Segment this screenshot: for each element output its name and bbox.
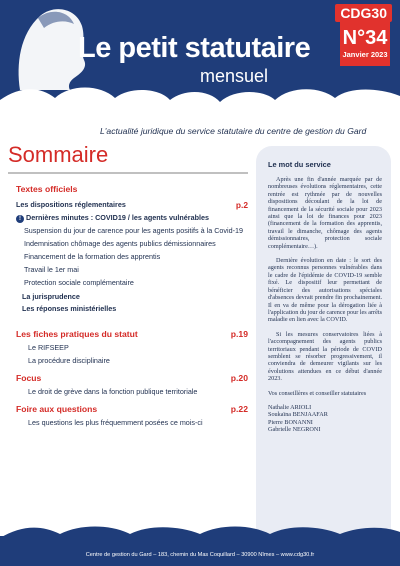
toc-section-heading[interactable]: Textes officiels	[16, 184, 78, 194]
divider	[8, 172, 248, 174]
issue-badge	[340, 22, 390, 66]
toc-item[interactable]: Protection sociale complémentaire	[24, 278, 134, 287]
header-banner	[0, 0, 400, 112]
newsletter-subtitle: mensuel	[200, 66, 269, 86]
table-of-contents	[16, 184, 248, 427]
toc-item[interactable]: Le RIFSEEP	[28, 343, 69, 352]
issue-number: N°34	[342, 27, 388, 49]
toc-item[interactable]: ! Dernières minutes : COVID19 / les agents vulnérables	[16, 213, 248, 223]
org-logo: CDG30	[335, 4, 392, 22]
toc-section-heading[interactable]: Les fiches pratiques du statut p.19	[16, 329, 248, 339]
signatory-name: Pierre BONANNI	[268, 418, 313, 426]
signatory-name: Nathalie ARIOLI	[268, 403, 312, 411]
signatory-name: Soukaïna BENJAAFAR	[268, 411, 328, 419]
signatories	[268, 404, 382, 434]
toc-subheading[interactable]: Les dispositions réglementaires p.2	[16, 200, 248, 210]
signatory-name: Gabrielle NEGRONI	[268, 426, 321, 434]
editorial-paragraph: Dernière évolution en date : le sort des agents reconnus personnes vulnérables dans le cadre de l'épidémie de COVID-19 semble fixé. Le dispositif leur permettant de bénéficier des autorisations spéciales d'absences devrait prendre fin prochainement. Il en va de même pour la dérogation liée à l'application du jour de carence pour les arrêts maladie en lien avec la COVID.	[268, 257, 382, 324]
cloud-wave-decoration	[0, 82, 400, 112]
editorial-paragraph: Après une fin d'année marquée par de nombreuses évolutions réglementaires, cette rentrée est rythmée par de nouvelles dispositions découlant de la loi de financement de la sécurité sociale pour 2023 ainsi que la loi de finances pour 2023 (financement de la formation des apprentis, travail le dimanche, chômage des agents démissionnaires, protection sociale complémentaire…).	[268, 176, 382, 250]
footer-wave-decoration	[0, 522, 400, 538]
toc-section-heading[interactable]: Foire aux questions p.22	[16, 404, 248, 414]
toc-subheading[interactable]: La jurisprudence	[22, 292, 80, 301]
toc-item[interactable]: Financement de la formation des apprentis	[24, 252, 161, 261]
editorial-title: Le mot du service	[268, 160, 331, 169]
info-icon: !	[16, 215, 24, 223]
toc-subheading[interactable]: Les réponses ministérielles	[22, 304, 117, 313]
issue-date: Janvier 2023	[342, 50, 388, 59]
editorial-paragraph: Si les mesures conservatoires liées à l'accompagnement des agents publics territoriaux pendant la période de COVID semblent se résorber progressivement, il conviendra de demeurer vigilants sur les évolutions attendues en ce début d'année 2023.	[268, 330, 382, 383]
editorial-text	[268, 176, 382, 434]
newsletter-title: Le petit statutaire	[78, 32, 311, 64]
sommaire-title: Sommaire	[8, 142, 109, 167]
toc-item[interactable]: Suspension du jour de carence pour les agents positifs à la Covid-19	[24, 226, 243, 235]
toc-item[interactable]: La procédure disciplinaire	[28, 356, 110, 365]
footer-address: Centre de gestion du Gard – 183, chemin du Mas Coquillard – 30900 Nîmes – www.cdg30.fr	[85, 552, 315, 558]
footer-band	[0, 536, 400, 566]
toc-item[interactable]: Le droit de grève dans la fonction publique territoriale	[28, 387, 198, 396]
toc-item[interactable]: Les questions les plus fréquemment posées ce mois-ci	[28, 418, 203, 427]
toc-section-heading[interactable]: Focus p.20	[16, 373, 248, 383]
editorial-paragraph: Vos conseillères et conseiller statutaires	[268, 389, 367, 397]
toc-item[interactable]: Indemnisation chômage des agents publics démissionnaires	[24, 239, 216, 248]
toc-item[interactable]: Travail le 1er mai	[24, 265, 79, 274]
tagline: L'actualité juridique du service statutaire du centre de gestion du Gard	[100, 126, 367, 136]
